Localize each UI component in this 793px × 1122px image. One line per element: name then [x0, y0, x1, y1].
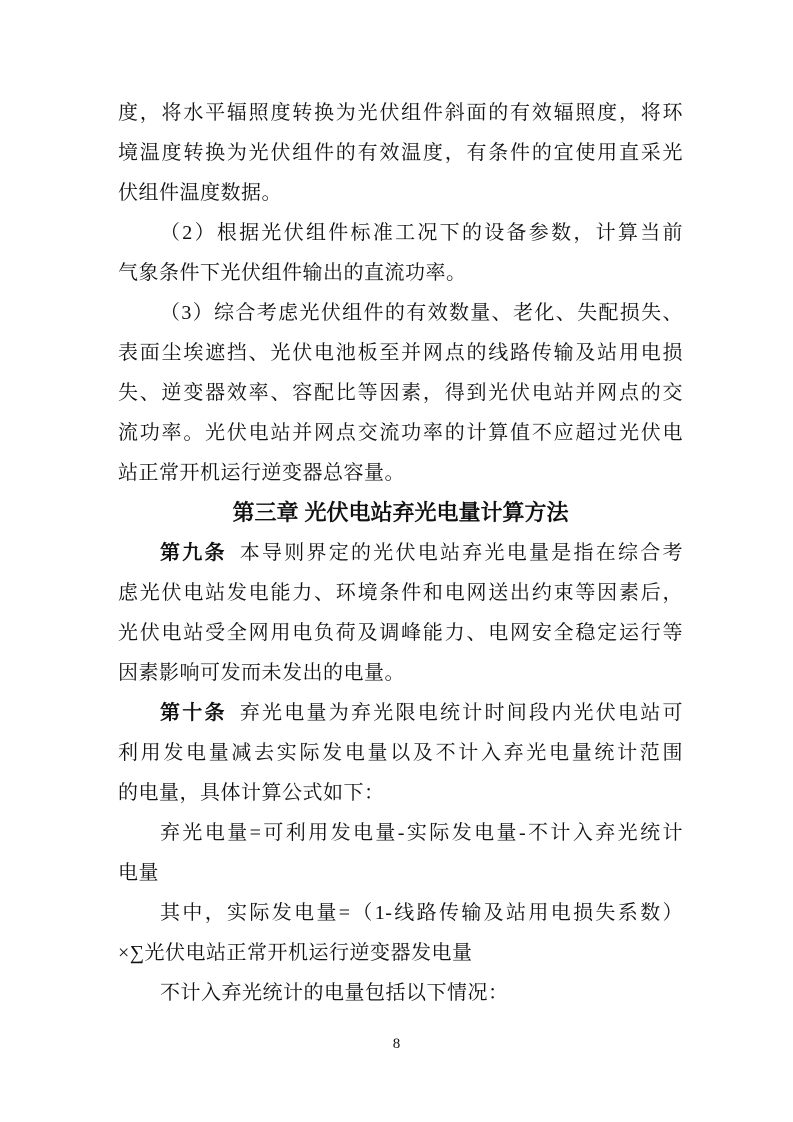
line-text: 站正常开机运行逆变器总容量。 — [118, 462, 405, 484]
text-line — [118, 453, 683, 493]
text-line — [118, 333, 683, 373]
text-line — [118, 893, 683, 933]
article-number: 第十条 — [160, 702, 227, 724]
line-text: 流功率。光伏电站并网点交流功率的计算值不应超过光伏电 — [118, 422, 683, 444]
text-line — [118, 293, 683, 333]
text-line — [118, 173, 683, 213]
text-line — [118, 813, 683, 853]
text-line — [118, 253, 683, 293]
line-text: 的电量，具体计算公式如下： — [118, 782, 385, 804]
page-number: 8 — [392, 1036, 401, 1052]
text-line — [118, 933, 683, 973]
line-text: 度，将水平辐照度转换为光伏组件斜面的有效辐照度，将环 — [118, 102, 683, 124]
line-text: 伏组件温度数据。 — [118, 182, 282, 204]
text-line — [118, 213, 683, 253]
text-line — [118, 373, 683, 413]
line-text: （2）根据光伏组件标准工况下的设备参数，计算当前 — [160, 222, 683, 244]
text-line — [118, 93, 683, 133]
line-text: 电量 — [118, 862, 159, 884]
text-line — [118, 773, 683, 813]
line-text: 气象条件下光伏组件输出的直流功率。 — [118, 262, 467, 284]
text-line — [118, 613, 683, 653]
line-text: 因素影响可发而未发出的电量。 — [118, 662, 405, 684]
line-text: 光伏电站受全网用电负荷及调峰能力、电网安全稳定运行等 — [118, 622, 683, 644]
line-text: 其中，实际发电量=（1-线路传输及站用电损失系数） — [160, 902, 683, 924]
document-body — [118, 93, 683, 1013]
line-text: 表面尘埃遮挡、光伏电池板至并网点的线路传输及站用电损 — [118, 342, 683, 364]
text-line — [118, 853, 683, 893]
chapter-heading: 第三章 光伏电站弃光电量计算方法 — [232, 500, 569, 525]
line-text: 失、逆变器效率、容配比等因素，得到光伏电站并网点的交 — [118, 382, 683, 404]
line-text: （3）综合考虑光伏组件的有效数量、老化、失配损失、 — [160, 302, 683, 324]
line-text: 利用发电量减去实际发电量以及不计入弃光电量统计范围 — [118, 742, 683, 764]
text-line — [118, 533, 683, 573]
text-line — [118, 733, 683, 773]
text-line — [118, 693, 683, 733]
line-text: 境温度转换为光伏组件的有效温度，有条件的宜使用直采光 — [118, 142, 683, 164]
text-line — [118, 413, 683, 453]
text-line — [118, 653, 683, 693]
text-line — [118, 133, 683, 173]
line-text: 不计入弃光统计的电量包括以下情况： — [160, 982, 509, 1004]
line-text: 弃光电量=可利用发电量-实际发电量-不计入弃光统计 — [160, 822, 683, 844]
line-text: 虑光伏电站发电能力、环境条件和电网送出约束等因素后， — [118, 582, 683, 604]
line-text: ×∑光伏电站正常开机运行逆变器发电量 — [118, 942, 473, 964]
line-text: 本导则界定的光伏电站弃光电量是指在综合考 — [239, 542, 683, 564]
article-number: 第九条 — [160, 542, 227, 564]
line-text: 弃光电量为弃光限电统计时间段内光伏电站可 — [239, 702, 683, 724]
text-line — [118, 973, 683, 1013]
text-line — [118, 573, 683, 613]
